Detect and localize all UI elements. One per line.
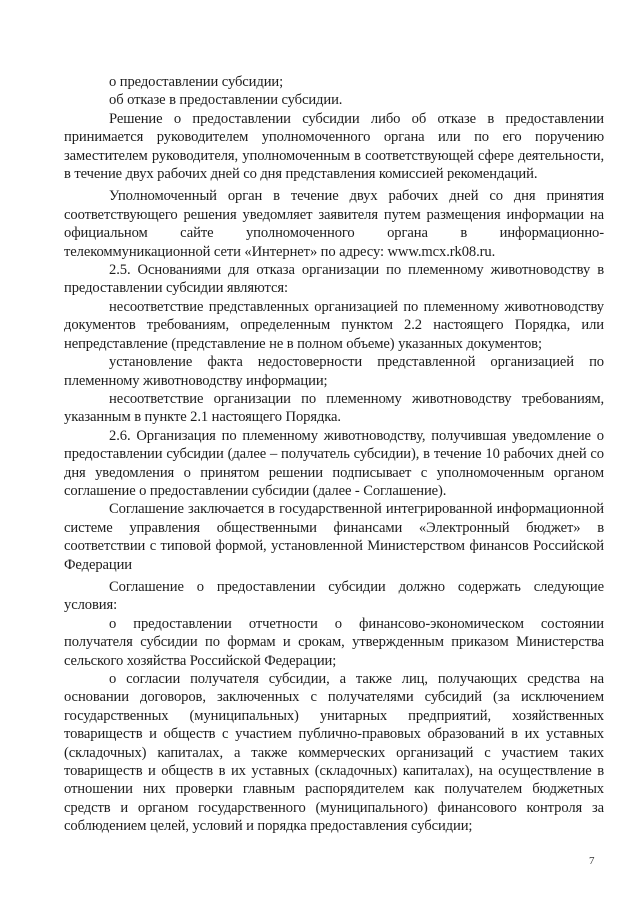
paragraph: 2.5. Основаниями для отказа организации по племенному животноводству в предоставлении субсидии являются: bbox=[64, 262, 604, 297]
body-text bbox=[64, 73, 604, 836]
paragraph: об отказе в предоставлении субсидии. bbox=[109, 92, 343, 109]
paragraph: несоответствие организации по племенному животноводству требованиям, указанным в пункте 2.1 настоящего Порядка. bbox=[64, 390, 604, 426]
paragraph: Уполномоченный орган в течение двух рабочих дней со дня принятия соответствующего решения уведомляет заявителя путем размещения информации на официальном сайте уполномоченного органа в информационно-телекоммуникационной сети «Интернет» по адресу: www.mcx.rk08.ru. bbox=[64, 188, 604, 260]
paragraph: Решение о предоставлении субсидии либо об отказе в предоставлении принимается руководителем уполномоченного органа или по его поручению заместителем руководителя, уполномоченным в соответствующей сфере деятельности, в течение двух рабочих дней со дня представления комиссией рекомендаций. bbox=[64, 110, 604, 183]
paragraph: о предоставлении субсидии; bbox=[109, 74, 284, 90]
paragraph: 2.6. Организация по племенному животноводству, получившая уведомление о предоставлении субсидии (далее – получатель субсидии), в течение 10 рабочих дней со дня уведомления о принятом решении подписывает с уполномоченным органом соглашение о предоставлении субсидии (далее - Соглашение). bbox=[64, 427, 604, 499]
paragraph: о предоставлении отчетности о финансово-экономическом состоянии получателя субсидии по формам и срокам, утвержденным приказом Министерства сельского хозяйства Российской Федерации; bbox=[64, 615, 604, 669]
paragraph: о согласии получателя субсидии, а также лиц, получающих средства на основании договоров, заключенных с получателями субсидий (за исключением государственных (муниципальных) унитарных предприятий, хозяйственных товариществ и обществ с участием публично-правовых образований в их уставных (складочных) капиталах, а также коммерческих организаций с участием таких товариществ и обществ в их уставных (складочных) капиталах), на осуществление в отношении них проверки главным распорядителем как получателем бюджетных средств и органом государственного (муниципального) финансового контроля за соблюдением целей, условий и порядка предоставления субсидии; bbox=[64, 671, 604, 835]
paragraph: Соглашение о предоставлении субсидии должно содержать следующие условия: bbox=[64, 578, 604, 614]
paragraph: несоответствие представленных организацией по племенному животноводству документов требованиям, определенным пунктом 2.2 настоящего Порядка, или непредставление (представление не в полном объеме) указанных документов; bbox=[64, 298, 604, 352]
paragraph: Соглашение заключается в государственной интегрированной информационной системе управления общественными финансами «Электронный бюджет» в соответствии с типовой формой, установленной Министерством финансов Российской Федерации bbox=[64, 501, 604, 573]
paragraph: установление факта недостоверности представленной организацией по племенному животноводству информации; bbox=[64, 354, 604, 389]
page-number: 7 bbox=[589, 855, 595, 867]
